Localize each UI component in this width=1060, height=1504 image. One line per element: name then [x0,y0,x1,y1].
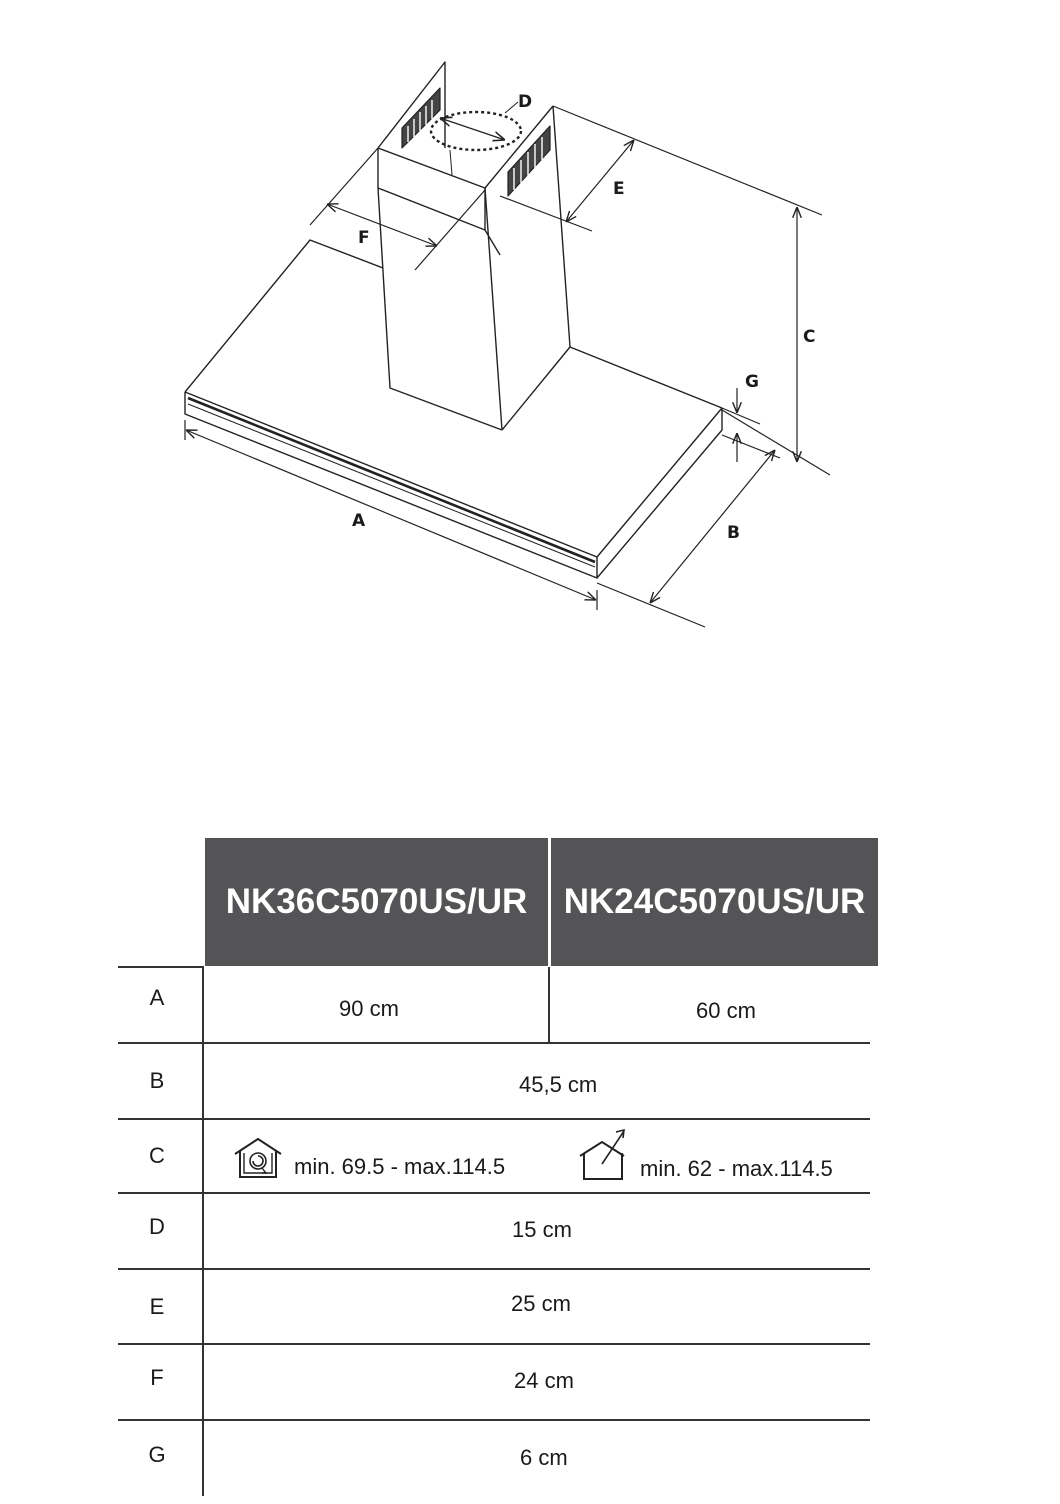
cell-b-value: 45,5 cm [519,1072,598,1097]
cell-e-value: 25 cm [511,1291,571,1316]
row-divider [118,1192,870,1194]
cell-a-nk36: 90 cm [339,996,399,1021]
row-divider [118,1268,870,1270]
row-label-a: A [149,985,165,1010]
cell-f-value: 24 cm [514,1368,574,1393]
row-divider [118,1118,870,1120]
row-label-e: E [149,1294,165,1319]
row-label-f: F [150,1365,164,1390]
row-label-d: D [149,1214,165,1239]
row-divider [118,966,204,968]
cell-c-nk24: min. 62 - max.114.5 [640,1156,833,1181]
cell-a-nk24: 60 cm [696,998,756,1023]
label-c: C [803,327,816,347]
row-label-c: C [149,1143,165,1168]
label-g: G [745,372,759,392]
label-a: A [352,511,366,531]
cell-c-nk36: min. 69.5 - max.114.5 [294,1154,506,1179]
column-divider [202,967,204,1496]
label-b: B [727,523,740,543]
column-header-nk36: NK36C5070US/UR [205,838,548,966]
column-header-nk24: NK24C5070US/UR [551,838,878,966]
label-f: F [358,228,370,248]
column-divider-row-a [548,967,550,1043]
label-e: E [613,179,625,199]
row-divider [118,1419,870,1421]
row-label-b: B [149,1068,165,1093]
recirculation-house-icon [232,1136,284,1180]
row-divider [118,1343,870,1345]
row-label-g: G [148,1442,166,1467]
cell-g-value: 6 cm [520,1445,568,1470]
cell-d-value: 15 cm [512,1217,572,1242]
exhaust-house-icon [578,1126,632,1182]
label-d: D [518,92,533,112]
row-divider [118,1042,870,1044]
